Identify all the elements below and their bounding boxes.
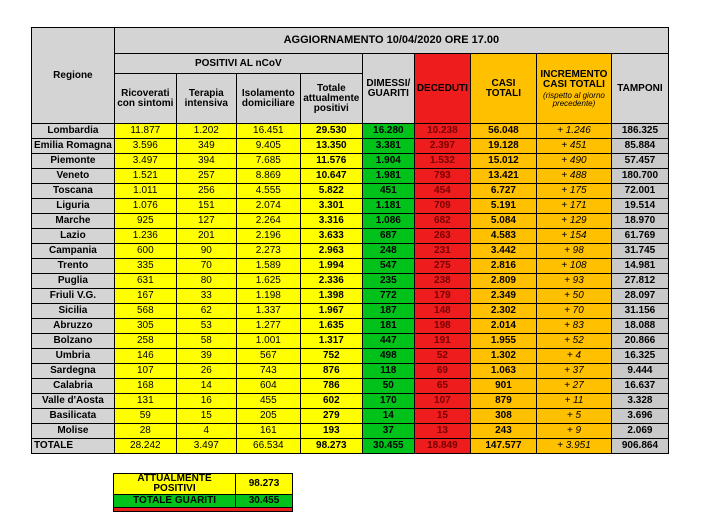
totale-positivi-cell: 193 <box>300 424 362 439</box>
table-row <box>32 364 669 379</box>
casi-totali-cell: 2.014 <box>470 319 536 334</box>
tamponi-cell: 61.769 <box>611 229 668 244</box>
table-row <box>32 334 669 349</box>
region-cell: Lombardia <box>32 124 115 139</box>
isolamento-cell: 2.074 <box>236 199 300 214</box>
isolamento-cell: 161 <box>236 424 300 439</box>
casi-totali-cell: 1.955 <box>470 334 536 349</box>
isolamento-cell: 455 <box>236 394 300 409</box>
totale-positivi-cell: 1.635 <box>300 319 362 334</box>
header-regione: Regione <box>32 28 115 124</box>
incremento-cell: + 129 <box>536 214 611 229</box>
region-cell: Valle d'Aosta <box>32 394 115 409</box>
ricoverati-cell: 146 <box>114 349 176 364</box>
incremento-cell: + 171 <box>536 199 611 214</box>
ricoverati-cell: 1.011 <box>114 184 176 199</box>
header-incremento-label: INCREMENTO CASI TOTALI <box>540 68 608 90</box>
totale-positivi-cell: 13.350 <box>300 139 362 154</box>
ricoverati-cell: 305 <box>114 319 176 334</box>
ricoverati-cell: 1.236 <box>114 229 176 244</box>
isolamento-cell: 1.337 <box>236 304 300 319</box>
ricoverati-cell: 258 <box>114 334 176 349</box>
casi-totali-cell: 13.421 <box>470 169 536 184</box>
isolamento-cell: 7.685 <box>236 154 300 169</box>
region-cell: Emilia Romagna <box>32 139 115 154</box>
ricoverati-cell: 335 <box>114 259 176 274</box>
ricoverati-cell: 1.076 <box>114 199 176 214</box>
summary-table <box>113 473 293 512</box>
region-cell: Veneto <box>32 169 115 184</box>
table-row <box>32 124 669 139</box>
incremento-cell: + 50 <box>536 289 611 304</box>
totale-positivi-cell: 11.576 <box>300 154 362 169</box>
deceduti-cell: 275 <box>414 259 470 274</box>
table-row <box>32 319 669 334</box>
summary-red-strip <box>114 508 293 512</box>
deceduti-cell: 15 <box>414 409 470 424</box>
isolamento-cell: 8.869 <box>236 169 300 184</box>
deceduti-cell: 198 <box>414 319 470 334</box>
summary-row <box>114 474 293 495</box>
incremento-cell: + 11 <box>536 394 611 409</box>
terapia-cell: 349 <box>176 139 236 154</box>
casi-totali-cell: 901 <box>470 379 536 394</box>
region-cell: Umbria <box>32 349 115 364</box>
incremento-cell: + 490 <box>536 154 611 169</box>
casi-totali-cell: 2.816 <box>470 259 536 274</box>
region-cell: Liguria <box>32 199 115 214</box>
isolamento-cell: 604 <box>236 379 300 394</box>
dimessi-cell: 248 <box>362 244 414 259</box>
table-row <box>32 379 669 394</box>
dimessi-cell: 118 <box>362 364 414 379</box>
ricoverati-cell: 59 <box>114 409 176 424</box>
casi-totali-cell: 5.084 <box>470 214 536 229</box>
isolamento-cell: 66.534 <box>236 439 300 454</box>
incremento-cell: + 83 <box>536 319 611 334</box>
deceduti-cell: 18.849 <box>414 439 470 454</box>
table-row <box>32 274 669 289</box>
isolamento-cell: 1.198 <box>236 289 300 304</box>
region-cell: Piemonte <box>32 154 115 169</box>
terapia-cell: 3.497 <box>176 439 236 454</box>
region-cell: Toscana <box>32 184 115 199</box>
tamponi-cell: 57.457 <box>611 154 668 169</box>
deceduti-cell: 2.397 <box>414 139 470 154</box>
header-casi-totali: CASI TOTALI <box>470 54 536 124</box>
deceduti-cell: 13 <box>414 424 470 439</box>
dimessi-cell: 14 <box>362 409 414 424</box>
totale-positivi-cell: 10.647 <box>300 169 362 184</box>
header-terapia: Terapia intensiva <box>176 74 236 124</box>
tamponi-cell: 186.325 <box>611 124 668 139</box>
isolamento-cell: 1.625 <box>236 274 300 289</box>
table-row <box>32 169 669 184</box>
totale-positivi-cell: 5.822 <box>300 184 362 199</box>
dimessi-cell: 181 <box>362 319 414 334</box>
casi-totali-cell: 1.063 <box>470 364 536 379</box>
tamponi-cell: 20.866 <box>611 334 668 349</box>
region-cell: Bolzano <box>32 334 115 349</box>
terapia-cell: 53 <box>176 319 236 334</box>
dimessi-cell: 451 <box>362 184 414 199</box>
casi-totali-cell: 15.012 <box>470 154 536 169</box>
ricoverati-cell: 28 <box>114 424 176 439</box>
header-totale-positivi: Totale attualmente positivi <box>300 74 362 124</box>
terapia-cell: 151 <box>176 199 236 214</box>
casi-totali-cell: 2.302 <box>470 304 536 319</box>
table-row <box>32 154 669 169</box>
tamponi-cell: 2.069 <box>611 424 668 439</box>
totale-positivi-cell: 876 <box>300 364 362 379</box>
terapia-cell: 33 <box>176 289 236 304</box>
summary-label: TOTALE GUARITI <box>114 495 236 508</box>
header-deceduti: DECEDUTI <box>414 54 470 124</box>
totale-positivi-cell: 98.273 <box>300 439 362 454</box>
isolamento-cell: 1.001 <box>236 334 300 349</box>
covid-data-table <box>31 27 669 454</box>
incremento-cell: + 3.951 <box>536 439 611 454</box>
dimessi-cell: 170 <box>362 394 414 409</box>
table-row <box>32 214 669 229</box>
incremento-cell: + 4 <box>536 349 611 364</box>
incremento-cell: + 93 <box>536 274 611 289</box>
dimessi-cell: 37 <box>362 424 414 439</box>
dimessi-cell: 235 <box>362 274 414 289</box>
totale-positivi-cell: 1.994 <box>300 259 362 274</box>
isolamento-cell: 1.277 <box>236 319 300 334</box>
tamponi-cell: 14.981 <box>611 259 668 274</box>
terapia-cell: 70 <box>176 259 236 274</box>
totale-positivi-cell: 2.963 <box>300 244 362 259</box>
tamponi-cell: 906.864 <box>611 439 668 454</box>
tamponi-cell: 85.884 <box>611 139 668 154</box>
totale-positivi-cell: 786 <box>300 379 362 394</box>
isolamento-cell: 2.196 <box>236 229 300 244</box>
incremento-cell: + 98 <box>536 244 611 259</box>
table-row <box>32 394 669 409</box>
table-row <box>32 229 669 244</box>
terapia-cell: 201 <box>176 229 236 244</box>
tamponi-cell: 28.097 <box>611 289 668 304</box>
totale-positivi-cell: 279 <box>300 409 362 424</box>
dimessi-cell: 1.086 <box>362 214 414 229</box>
dimessi-cell: 187 <box>362 304 414 319</box>
casi-totali-cell: 1.302 <box>470 349 536 364</box>
casi-totali-cell: 308 <box>470 409 536 424</box>
region-cell: Puglia <box>32 274 115 289</box>
incremento-cell: + 37 <box>536 364 611 379</box>
tamponi-cell: 18.970 <box>611 214 668 229</box>
dimessi-cell: 1.904 <box>362 154 414 169</box>
incremento-cell: + 52 <box>536 334 611 349</box>
header-tamponi: TAMPONI <box>611 54 668 124</box>
terapia-cell: 80 <box>176 274 236 289</box>
totale-positivi-cell: 3.301 <box>300 199 362 214</box>
ricoverati-cell: 168 <box>114 379 176 394</box>
deceduti-cell: 148 <box>414 304 470 319</box>
region-cell: Lazio <box>32 229 115 244</box>
table-row <box>32 244 669 259</box>
casi-totali-cell: 243 <box>470 424 536 439</box>
tamponi-cell: 9.444 <box>611 364 668 379</box>
dimessi-cell: 16.280 <box>362 124 414 139</box>
region-cell: Basilicata <box>32 409 115 424</box>
isolamento-cell: 743 <box>236 364 300 379</box>
terapia-cell: 39 <box>176 349 236 364</box>
total-row <box>32 439 669 454</box>
incremento-cell: + 108 <box>536 259 611 274</box>
casi-totali-cell: 6.727 <box>470 184 536 199</box>
incremento-cell: + 451 <box>536 139 611 154</box>
casi-totali-cell: 879 <box>470 394 536 409</box>
incremento-cell: + 488 <box>536 169 611 184</box>
deceduti-cell: 238 <box>414 274 470 289</box>
deceduti-cell: 65 <box>414 379 470 394</box>
totale-positivi-cell: 3.316 <box>300 214 362 229</box>
tamponi-cell: 31.745 <box>611 244 668 259</box>
region-cell: Calabria <box>32 379 115 394</box>
terapia-cell: 90 <box>176 244 236 259</box>
terapia-cell: 256 <box>176 184 236 199</box>
dimessi-cell: 30.455 <box>362 439 414 454</box>
table-row <box>32 349 669 364</box>
totale-positivi-cell: 3.633 <box>300 229 362 244</box>
terapia-cell: 16 <box>176 394 236 409</box>
terapia-cell: 127 <box>176 214 236 229</box>
terapia-cell: 14 <box>176 379 236 394</box>
terapia-cell: 257 <box>176 169 236 184</box>
casi-totali-cell: 5.191 <box>470 199 536 214</box>
tamponi-cell: 16.325 <box>611 349 668 364</box>
incremento-cell: + 1.246 <box>536 124 611 139</box>
table-row <box>32 259 669 274</box>
table-row <box>32 184 669 199</box>
deceduti-cell: 179 <box>414 289 470 304</box>
region-cell: Trento <box>32 259 115 274</box>
incremento-cell: + 154 <box>536 229 611 244</box>
ricoverati-cell: 11.877 <box>114 124 176 139</box>
totale-positivi-cell: 1.967 <box>300 304 362 319</box>
dimessi-cell: 498 <box>362 349 414 364</box>
header-dimessi: DIMESSI/ GUARITI <box>362 54 414 124</box>
deceduti-cell: 10.238 <box>414 124 470 139</box>
table-row <box>32 199 669 214</box>
isolamento-cell: 9.405 <box>236 139 300 154</box>
dimessi-cell: 3.381 <box>362 139 414 154</box>
summary-value: 98.273 <box>236 474 293 495</box>
isolamento-cell: 567 <box>236 349 300 364</box>
tamponi-cell: 27.812 <box>611 274 668 289</box>
dimessi-cell: 447 <box>362 334 414 349</box>
region-cell: Friuli V.G. <box>32 289 115 304</box>
dimessi-cell: 687 <box>362 229 414 244</box>
incremento-cell: + 70 <box>536 304 611 319</box>
terapia-cell: 26 <box>176 364 236 379</box>
ricoverati-cell: 167 <box>114 289 176 304</box>
tamponi-cell: 3.696 <box>611 409 668 424</box>
tamponi-cell: 31.156 <box>611 304 668 319</box>
region-cell: Abruzzo <box>32 319 115 334</box>
ricoverati-cell: 631 <box>114 274 176 289</box>
ricoverati-cell: 600 <box>114 244 176 259</box>
deceduti-cell: 1.532 <box>414 154 470 169</box>
header-positivi-group: POSITIVI AL nCoV <box>114 54 362 74</box>
tamponi-cell: 16.637 <box>611 379 668 394</box>
terapia-cell: 4 <box>176 424 236 439</box>
summary-label: ATTUALMENTE POSITIVI <box>114 474 236 495</box>
table-row <box>32 304 669 319</box>
region-cell: TOTALE <box>32 439 115 454</box>
casi-totali-cell: 3.442 <box>470 244 536 259</box>
terapia-cell: 58 <box>176 334 236 349</box>
ricoverati-cell: 568 <box>114 304 176 319</box>
deceduti-cell: 709 <box>414 199 470 214</box>
ricoverati-cell: 131 <box>114 394 176 409</box>
region-cell: Campania <box>32 244 115 259</box>
dimessi-cell: 50 <box>362 379 414 394</box>
casi-totali-cell: 147.577 <box>470 439 536 454</box>
update-title: AGGIORNAMENTO 10/04/2020 ORE 17.00 <box>114 28 668 54</box>
isolamento-cell: 2.264 <box>236 214 300 229</box>
summary-row <box>114 495 293 508</box>
deceduti-cell: 231 <box>414 244 470 259</box>
casi-totali-cell: 56.048 <box>470 124 536 139</box>
totale-positivi-cell: 2.336 <box>300 274 362 289</box>
isolamento-cell: 1.589 <box>236 259 300 274</box>
red-strip-cell <box>114 508 293 512</box>
header-ricoverati: Ricoverati con sintomi <box>114 74 176 124</box>
dimessi-cell: 1.181 <box>362 199 414 214</box>
deceduti-cell: 52 <box>414 349 470 364</box>
tamponi-cell: 19.514 <box>611 199 668 214</box>
isolamento-cell: 4.555 <box>236 184 300 199</box>
totale-positivi-cell: 1.398 <box>300 289 362 304</box>
terapia-cell: 1.202 <box>176 124 236 139</box>
casi-totali-cell: 2.349 <box>470 289 536 304</box>
table-row <box>32 424 669 439</box>
incremento-cell: + 9 <box>536 424 611 439</box>
header-isolamento: Isolamento domiciliare <box>236 74 300 124</box>
table-row <box>32 289 669 304</box>
isolamento-cell: 2.273 <box>236 244 300 259</box>
totale-positivi-cell: 752 <box>300 349 362 364</box>
dimessi-cell: 1.981 <box>362 169 414 184</box>
ricoverati-cell: 1.521 <box>114 169 176 184</box>
terapia-cell: 62 <box>176 304 236 319</box>
totale-positivi-cell: 29.530 <box>300 124 362 139</box>
incremento-cell: + 27 <box>536 379 611 394</box>
deceduti-cell: 191 <box>414 334 470 349</box>
totale-positivi-cell: 1.317 <box>300 334 362 349</box>
region-cell: Sardegna <box>32 364 115 379</box>
tamponi-cell: 180.700 <box>611 169 668 184</box>
tamponi-cell: 18.088 <box>611 319 668 334</box>
terapia-cell: 15 <box>176 409 236 424</box>
dimessi-cell: 772 <box>362 289 414 304</box>
deceduti-cell: 263 <box>414 229 470 244</box>
table-row <box>32 409 669 424</box>
totale-positivi-cell: 602 <box>300 394 362 409</box>
ricoverati-cell: 3.596 <box>114 139 176 154</box>
deceduti-cell: 454 <box>414 184 470 199</box>
summary-value: 30.455 <box>236 495 293 508</box>
header-incremento-note: (rispetto al giorno precedente) <box>543 90 605 108</box>
incremento-cell: + 175 <box>536 184 611 199</box>
table-row <box>32 139 669 154</box>
casi-totali-cell: 19.128 <box>470 139 536 154</box>
tamponi-cell: 3.328 <box>611 394 668 409</box>
ricoverati-cell: 28.242 <box>114 439 176 454</box>
terapia-cell: 394 <box>176 154 236 169</box>
ricoverati-cell: 107 <box>114 364 176 379</box>
region-cell: Marche <box>32 214 115 229</box>
deceduti-cell: 682 <box>414 214 470 229</box>
casi-totali-cell: 4.583 <box>470 229 536 244</box>
tamponi-cell: 72.001 <box>611 184 668 199</box>
header-incremento <box>536 54 611 124</box>
deceduti-cell: 107 <box>414 394 470 409</box>
isolamento-cell: 205 <box>236 409 300 424</box>
casi-totali-cell: 2.809 <box>470 274 536 289</box>
deceduti-cell: 69 <box>414 364 470 379</box>
deceduti-cell: 793 <box>414 169 470 184</box>
isolamento-cell: 16.451 <box>236 124 300 139</box>
dimessi-cell: 547 <box>362 259 414 274</box>
region-cell: Sicilia <box>32 304 115 319</box>
ricoverati-cell: 3.497 <box>114 154 176 169</box>
ricoverati-cell: 925 <box>114 214 176 229</box>
incremento-cell: + 5 <box>536 409 611 424</box>
region-cell: Molise <box>32 424 115 439</box>
